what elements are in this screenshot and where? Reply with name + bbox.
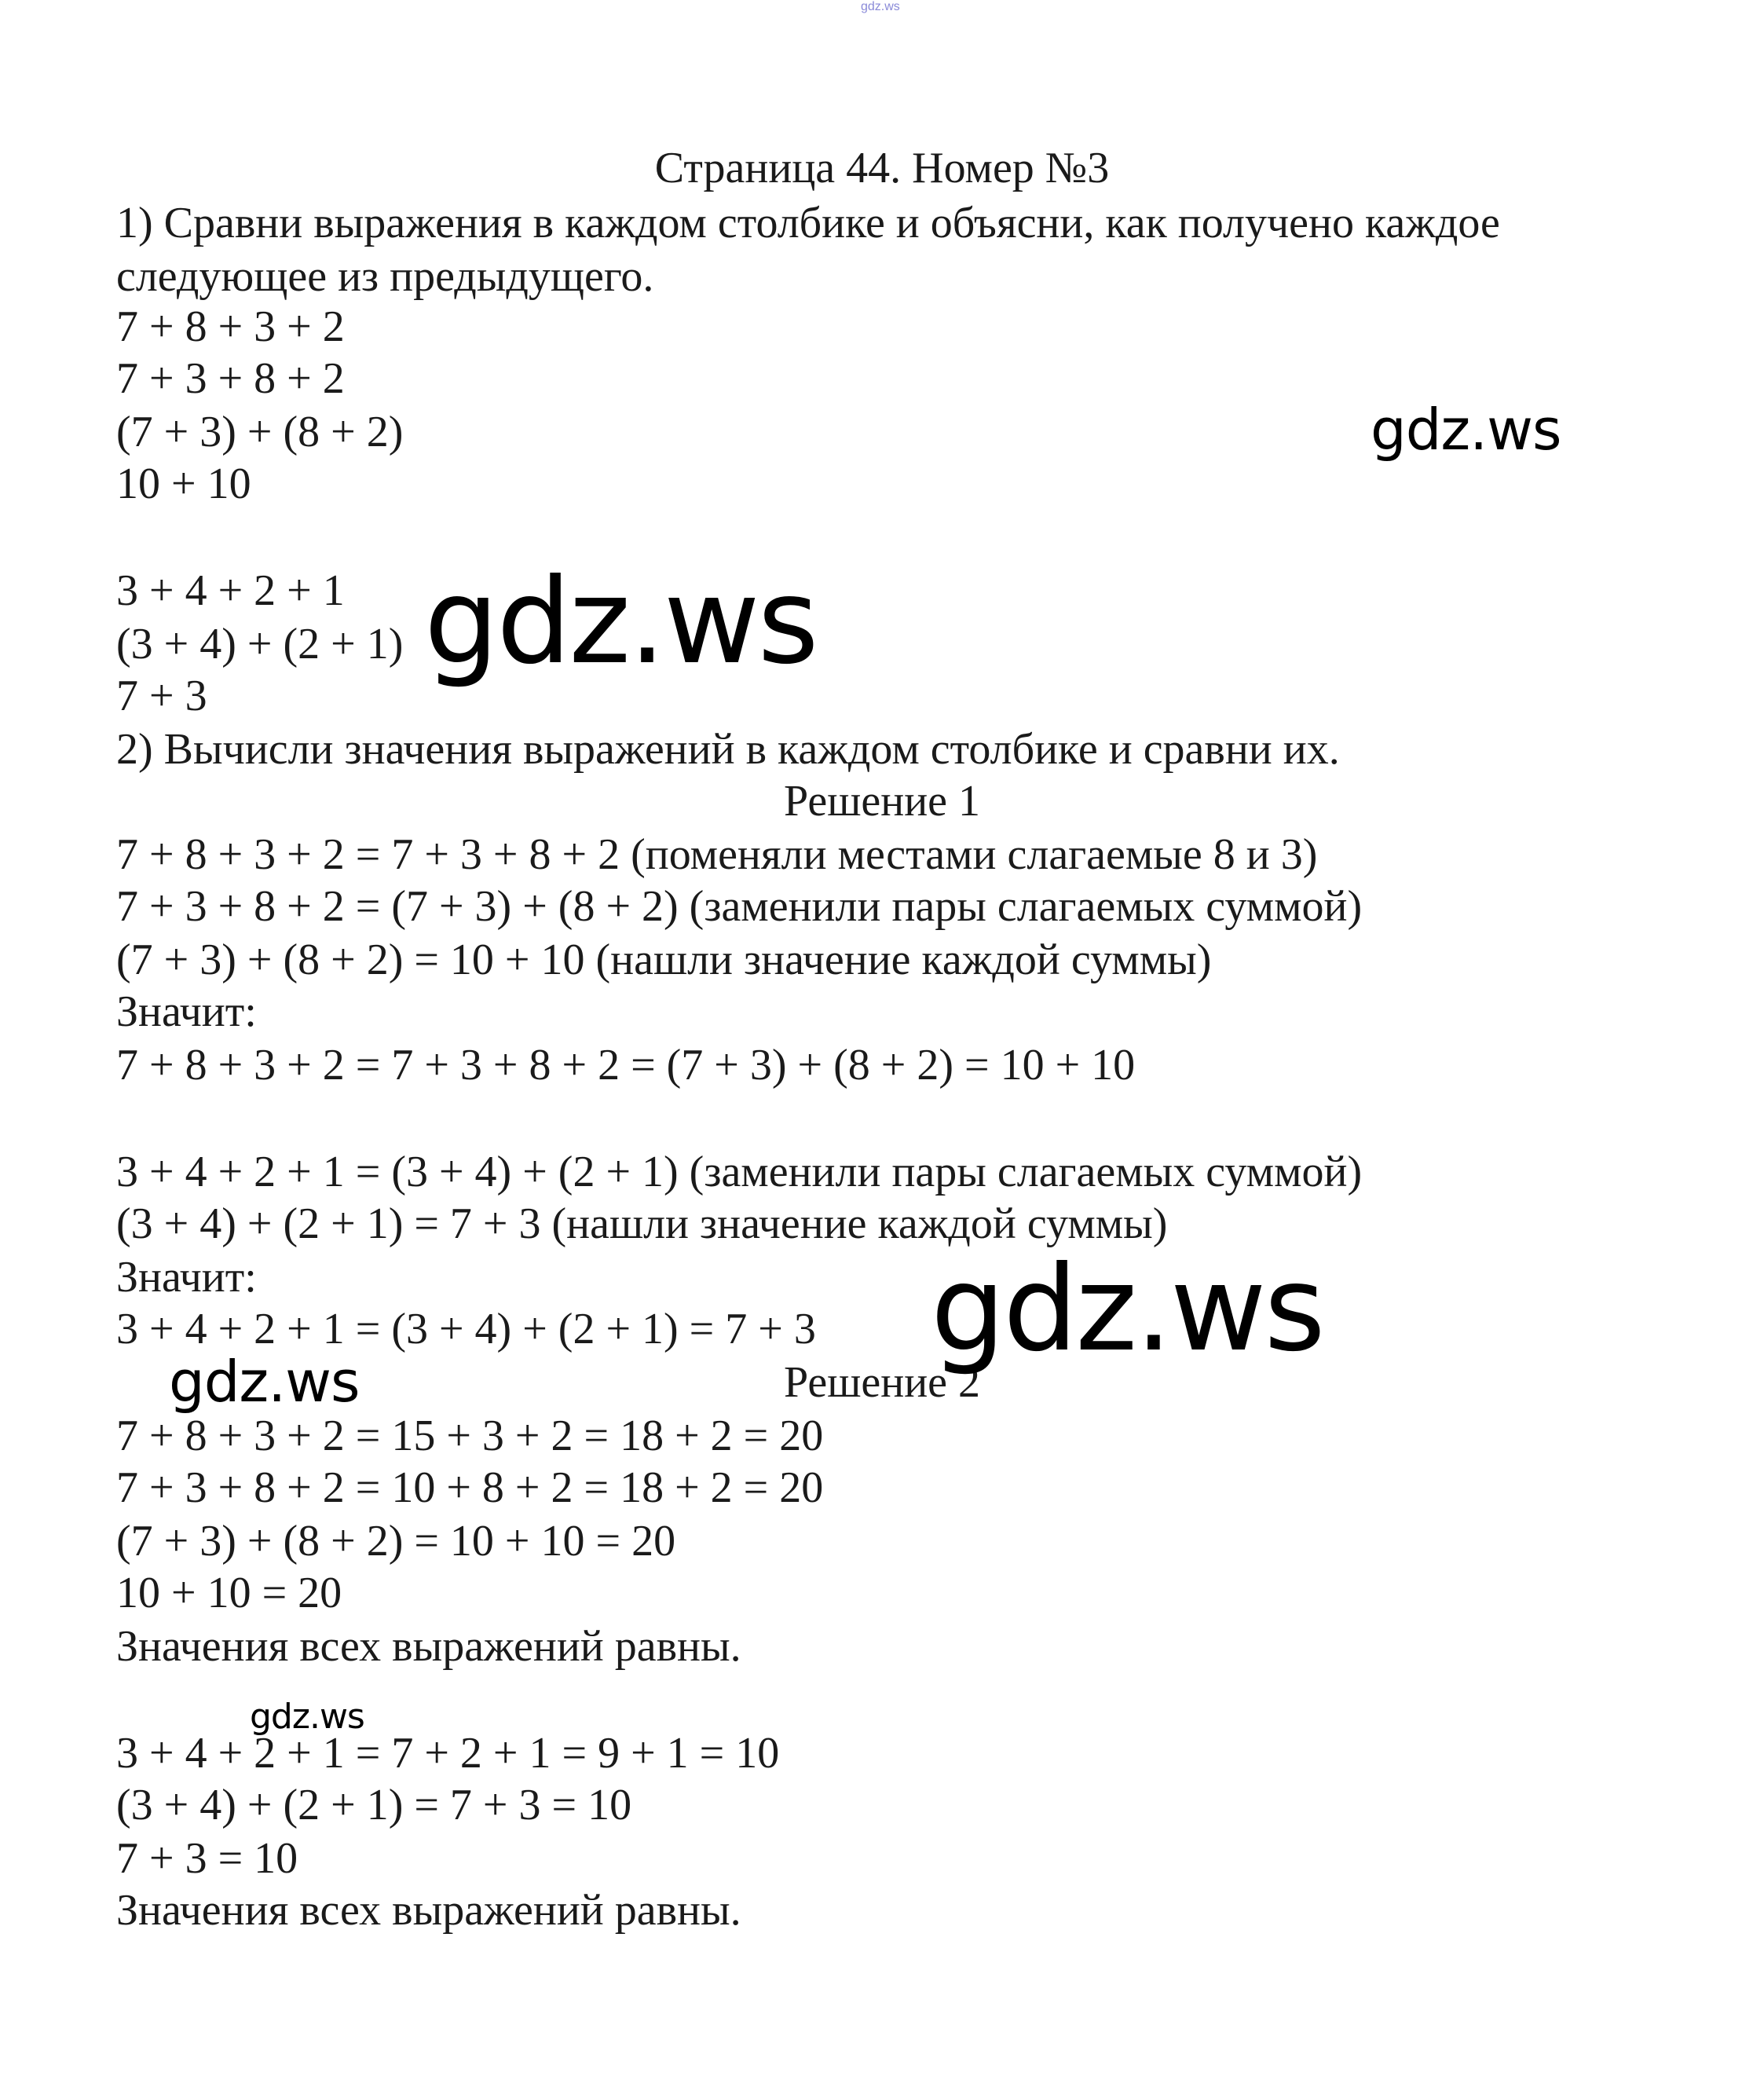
solution1-line: Значит: xyxy=(116,1253,257,1302)
solution2-line: 7 + 3 = 10 xyxy=(116,1834,298,1883)
watermark: gdz.ws xyxy=(931,1241,1323,1378)
watermark: gdz.ws xyxy=(169,1349,360,1415)
task1-text-line1: 1) Сравни выражения в каждом столбике и объясни, как получено каждое xyxy=(116,199,1500,247)
task1-column1-item: 7 + 8 + 3 + 2 xyxy=(116,302,345,351)
solution1-line: 3 + 4 + 2 + 1 = (3 + 4) + (2 + 1) = 7 + 3 xyxy=(116,1305,816,1353)
solution2-line: 3 + 4 + 2 + 1 = 7 + 2 + 1 = 9 + 1 = 10 xyxy=(116,1729,780,1778)
solution1-line: Значит: xyxy=(116,987,257,1036)
solution2-line: 7 + 8 + 3 + 2 = 15 + 3 + 2 = 18 + 2 = 20 xyxy=(116,1412,824,1460)
solution2-line: Значения всех выражений равны. xyxy=(116,1886,741,1935)
watermark: gdz.ws xyxy=(250,1697,364,1737)
task1-column1-item: 7 + 3 + 8 + 2 xyxy=(116,354,345,403)
solution2-line: (3 + 4) + (2 + 1) = 7 + 3 = 10 xyxy=(116,1781,632,1829)
watermark: gdz.ws xyxy=(1371,397,1561,463)
top-watermark: gdz.ws xyxy=(861,0,900,13)
solution2-line: 10 + 10 = 20 xyxy=(116,1569,342,1617)
task1-column1-item: 10 + 10 xyxy=(116,460,251,508)
solution2-line: (7 + 3) + (8 + 2) = 10 + 10 = 20 xyxy=(116,1517,676,1565)
task1-column1-item: (7 + 3) + (8 + 2) xyxy=(116,408,404,456)
solution2-heading: Решение 2 xyxy=(783,1358,981,1407)
solution2-line: Значения всех выражений равны. xyxy=(116,1622,741,1671)
page-title: Страница 44. Номер №3 xyxy=(654,144,1110,192)
task1-column2-item: 3 + 4 + 2 + 1 xyxy=(116,566,345,615)
solution1-line: 7 + 8 + 3 + 2 = 7 + 3 + 8 + 2 = (7 + 3) + (8 + 2) = 10 + 10 xyxy=(116,1041,1136,1089)
solution1-line: (3 + 4) + (2 + 1) = 7 + 3 (нашли значение каждой суммы) xyxy=(116,1199,1168,1248)
solution1-heading: Решение 1 xyxy=(783,777,981,826)
solution1-line: 7 + 3 + 8 + 2 = (7 + 3) + (8 + 2) (заменили пары слагаемых суммой) xyxy=(116,882,1363,931)
task1-column2-item: (3 + 4) + (2 + 1) xyxy=(116,620,404,668)
task1-text-line2: следующее из предыдущего. xyxy=(116,252,654,301)
task2-text: 2) Вычисли значения выражений в каждом столбике и сравни их. xyxy=(116,725,1340,774)
task1-column2-item: 7 + 3 xyxy=(116,672,207,720)
solution1-line: 3 + 4 + 2 + 1 = (3 + 4) + (2 + 1) (заменили пары слагаемых суммой) xyxy=(116,1148,1363,1196)
watermark: gdz.ws xyxy=(424,554,817,690)
solution1-line: (7 + 3) + (8 + 2) = 10 + 10 (нашли значение каждой суммы) xyxy=(116,936,1212,984)
solution2-line: 7 + 3 + 8 + 2 = 10 + 8 + 2 = 18 + 2 = 20 xyxy=(116,1463,824,1512)
solution1-line: 7 + 8 + 3 + 2 = 7 + 3 + 8 + 2 (поменяли местами слагаемые 8 и 3) xyxy=(116,830,1318,879)
